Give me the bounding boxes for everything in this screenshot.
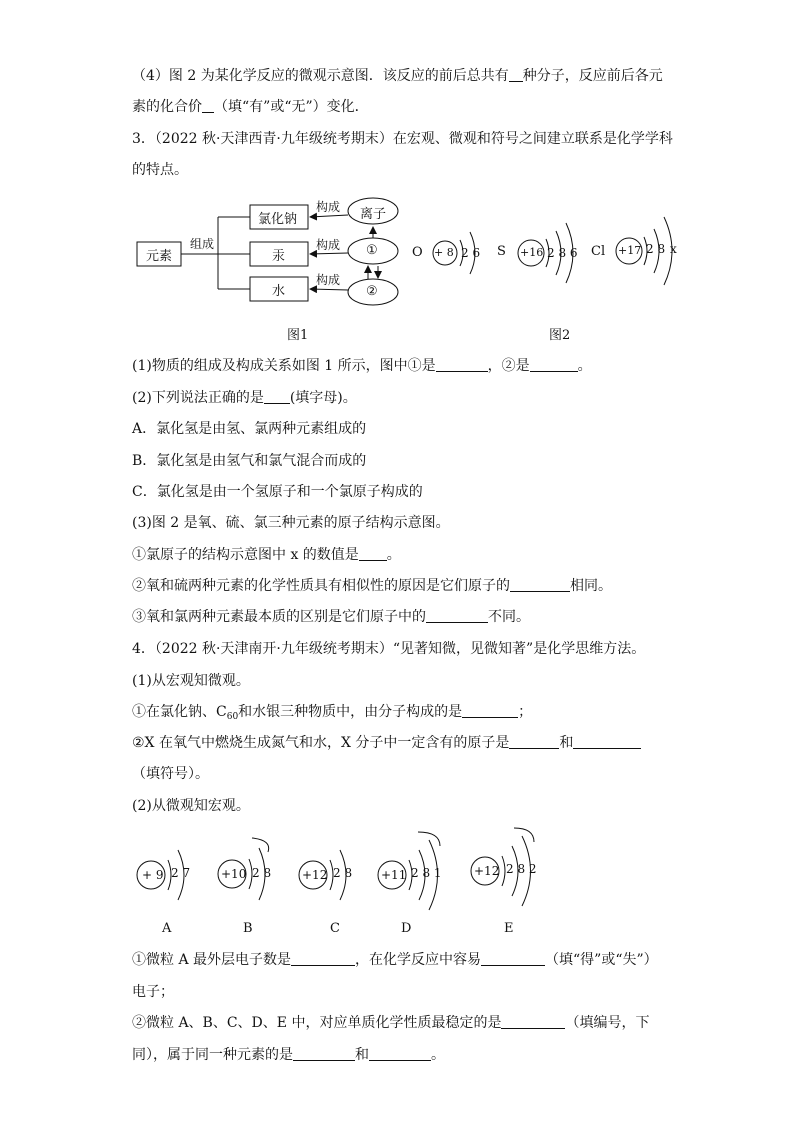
sulfur-shells: 2 8 6 <box>547 246 578 260</box>
figure-2-caption: 图2 <box>549 328 571 343</box>
q4-part2-2-cont: 同），属于同一种元素的是 和 。 <box>132 1047 445 1063</box>
q3-part2: (2)下列说法正确的是 (填字母)。 <box>132 390 357 406</box>
q4-part1-2: ②X 在氧气中燃烧生成氮气和水，X 分子中一定含有的原子是 和 <box>132 733 641 753</box>
circle-1-label: ① <box>366 243 378 258</box>
chlorine-nucleus: +17 <box>618 244 642 257</box>
answer-blank[interactable] <box>501 1014 565 1029</box>
atom-a-label: A <box>162 921 172 936</box>
q3-option-a: A．氯化氢是由氢、氯两种元素组成的 <box>132 421 367 437</box>
answer-blank[interactable] <box>359 546 387 561</box>
answer-blank[interactable] <box>293 1046 355 1061</box>
oxygen-symbol: O <box>412 245 423 260</box>
answer-blank[interactable] <box>481 951 545 966</box>
q4-part2-2: ②微粒 A、B、C、D、E 中，对应单质化学性质最稳定的是 （填编号，下 <box>132 1015 650 1031</box>
answer-blank[interactable] <box>202 98 214 113</box>
atom-a-nucleus: + 9 <box>142 868 164 882</box>
q3-part3-2: ②氧和硫两种元素的化学性质具有相似性的原因是它们原子的 相同。 <box>132 578 612 594</box>
build-label-1: 构成 <box>316 200 341 214</box>
answer-blank[interactable] <box>509 734 559 749</box>
q3-option-b: B．氯化氢是由氢气和氯气混合而成的 <box>132 453 367 469</box>
answer-blank[interactable] <box>462 703 518 718</box>
q3-part1: (1)物质的组成及构成关系如图 1 所示，图中①是 ，②是 。 <box>132 358 592 374</box>
mercury-label: 汞 <box>272 249 286 264</box>
q4-part1-2-cont: （填符号）。 <box>132 766 209 782</box>
chlorine-x: x <box>670 242 677 256</box>
q3-part3: (3)图 2 是氧、硫、氯三种元素的原子结构示意图。 <box>132 515 450 531</box>
q3-part3-3: ③氧和氯两种元素最本质的区别是它们原子中的 不同。 <box>132 609 530 625</box>
element-label: 元素 <box>146 249 173 264</box>
answer-blank[interactable] <box>530 357 578 372</box>
atom-c-shells: 2 8 <box>333 866 353 880</box>
figure-1-caption: 图1 <box>287 328 309 343</box>
q2-4-line1: （4）图 2 为某化学反应的微观示意图．该反应的前后总共有 种分子，反应前后各元 <box>132 68 663 84</box>
q4-header: 4．（2022 秋·天津南开·九年级统考期末）“见著知微，见微知著”是化学思维方法。 <box>132 641 646 657</box>
atom-d-nucleus: +11 <box>381 868 407 882</box>
oxygen-shells: 2 6 <box>461 246 481 260</box>
q4-part2: (2)从微观知宏观。 <box>132 798 250 814</box>
q3-header-cont: 的特点。 <box>132 162 188 178</box>
answer-blank[interactable] <box>509 67 523 82</box>
answer-blank[interactable] <box>426 608 488 623</box>
oxygen-nucleus: + 8 <box>434 246 454 259</box>
sulfur-symbol: S <box>497 244 506 259</box>
atom-c-nucleus: +12 <box>302 868 328 882</box>
answer-blank[interactable] <box>291 951 355 966</box>
atom-c-label: C <box>330 921 340 936</box>
q4-part1-1: ①在氯化钠、$C_{60}$和水银三种物质中，由分子构成的是 ； <box>132 704 533 722</box>
water-label: 水 <box>272 284 286 299</box>
chlorine-symbol: Cl <box>591 244 606 259</box>
build-label-2: 构成 <box>316 238 341 252</box>
atom-b-nucleus: +10 <box>221 867 247 881</box>
atom-d-shells: 2 8 1 <box>411 866 442 880</box>
answer-blank[interactable] <box>573 734 641 749</box>
q2-4-line2: 素的化合价 （填“有”或“无”）变化． <box>132 99 369 115</box>
q4-part1: (1)从宏观知微观。 <box>132 673 250 689</box>
build-label-3: 构成 <box>316 273 341 287</box>
sulfur-nucleus: +16 <box>520 246 544 259</box>
compose-label: 组成 <box>190 237 215 251</box>
answer-blank[interactable] <box>436 357 488 372</box>
q4-part2-1-cont: 电子； <box>132 984 174 1000</box>
atom-a-shells: 2 7 <box>171 866 191 880</box>
nacl-label: 氯化钠 <box>258 212 298 227</box>
circle-2-label: ② <box>366 284 378 299</box>
atom-b-label: B <box>243 921 253 936</box>
answer-blank[interactable] <box>510 577 570 592</box>
answer-blank[interactable] <box>369 1046 431 1061</box>
atom-e-shells: 2 8 2 <box>506 862 537 876</box>
atom-b-shells: 2 8 <box>252 866 272 880</box>
q3-option-c: C．氯化氢是由一个氢原子和一个氯原子构成的 <box>132 484 423 500</box>
atom-e-label: E <box>504 921 514 936</box>
atom-e-nucleus: +12 <box>474 864 500 878</box>
answer-blank[interactable] <box>264 389 290 404</box>
q3-header: 3．（2022 秋·天津西青·九年级统考期末）在宏观、微观和符号之间建立联系是化学学科 <box>132 131 673 147</box>
q3-part3-1: ①氯原子的结构示意图中 x 的数值是 。 <box>132 547 401 563</box>
q4-part2-1: ①微粒 A 最外层电子数是 ，在化学反应中容易 （填“得”或“失”） <box>132 952 658 968</box>
atom-d-label: D <box>401 921 412 936</box>
chlorine-shells: 2 8 <box>646 242 666 256</box>
ion-label: 离子 <box>360 207 387 222</box>
